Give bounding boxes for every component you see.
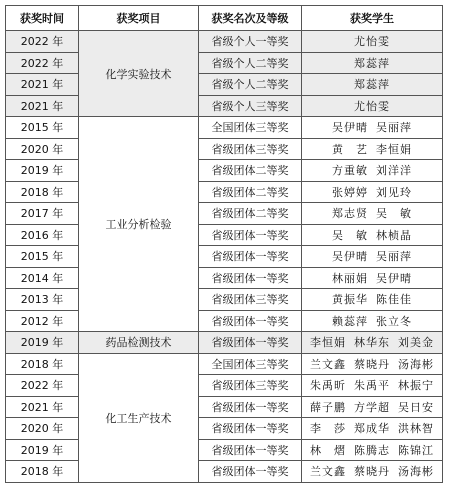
student-name: 方学超: [354, 400, 390, 414]
student-name: 林桢晶: [376, 228, 412, 242]
header-students: 获奖学生: [302, 6, 443, 31]
table-row: [6, 353, 443, 375]
student-name: 尤怡雯: [354, 99, 390, 113]
award-level: 省级团体三等奖: [199, 289, 302, 311]
student-name: 薛子鹏: [310, 400, 346, 414]
award-year: 2022 年: [6, 52, 79, 74]
table-row: [6, 31, 443, 53]
student-name: 汤海彬: [398, 465, 434, 479]
award-level: 省级团体一等奖: [199, 246, 302, 268]
table-row: [6, 138, 443, 160]
award-year: 2018 年: [6, 353, 79, 375]
award-year: 2016 年: [6, 224, 79, 246]
award-level: 省级个人二等奖: [199, 52, 302, 74]
header-row: [6, 6, 443, 31]
award-year: 2015 年: [6, 246, 79, 268]
student-name: 吴丽萍: [376, 121, 412, 135]
student-name: 张婷婷: [332, 185, 368, 199]
student-name: 刘见玲: [376, 185, 412, 199]
student-name: 林丽娟: [332, 271, 368, 285]
student-name: 陈腾志: [354, 443, 390, 457]
award-year: 2018 年: [6, 461, 79, 483]
award-year: 2021 年: [6, 396, 79, 418]
student-name: 李 莎: [310, 422, 346, 436]
student-name: 黄 艺: [332, 142, 368, 156]
student-name: 李恒娟: [310, 336, 346, 350]
student-name: 郑志贤: [332, 207, 368, 221]
student-name: 林振宁: [398, 379, 434, 393]
student-name: 郑蕊萍: [354, 78, 390, 92]
award-project: 药品检测技术: [79, 332, 199, 354]
table-row: [6, 95, 443, 117]
student-name: 尤怡雯: [354, 35, 390, 49]
student-name: 李恒娟: [376, 142, 412, 156]
table-row: [6, 181, 443, 203]
table-row: [6, 117, 443, 139]
table-row: [6, 267, 443, 289]
student-name: 赖蕊萍: [332, 314, 368, 328]
student-name: 吴伊晴: [332, 250, 368, 264]
award-level: 省级团体二等奖: [199, 181, 302, 203]
table-row: [6, 375, 443, 397]
table-row: [6, 160, 443, 182]
table-row: [6, 310, 443, 332]
student-name: 方重敏: [332, 164, 368, 178]
award-year: 2022 年: [6, 375, 79, 397]
award-students: [302, 138, 443, 160]
student-name: 林 熠: [310, 443, 346, 457]
student-name: 兰文鑫: [310, 465, 346, 479]
student-name: 黄振华: [332, 293, 368, 307]
award-year: 2019 年: [6, 160, 79, 182]
student-name: 蔡晓丹: [354, 357, 390, 371]
award-students: [302, 353, 443, 375]
table-row: [6, 246, 443, 268]
table-row: [6, 332, 443, 354]
award-level: 全国团体三等奖: [199, 353, 302, 375]
award-students: [302, 289, 443, 311]
award-year: 2018 年: [6, 181, 79, 203]
header-project: 获奖项目: [79, 6, 199, 31]
student-name: 汤海彬: [398, 357, 434, 371]
student-name: 刘洋洋: [376, 164, 412, 178]
award-students: [302, 181, 443, 203]
student-name: 张立冬: [376, 314, 412, 328]
student-name: 郑蕊萍: [354, 56, 390, 70]
table-row: [6, 52, 443, 74]
student-name: 兰文鑫: [310, 357, 346, 371]
student-name: 吴日安: [398, 400, 434, 414]
award-students: [302, 332, 443, 354]
award-year: 2015 年: [6, 117, 79, 139]
award-level: 省级个人一等奖: [199, 31, 302, 53]
award-year: 2019 年: [6, 332, 79, 354]
award-level: 省级团体三等奖: [199, 375, 302, 397]
award-year: 2017 年: [6, 203, 79, 225]
award-students: [302, 375, 443, 397]
student-name: 吴伊晴: [376, 271, 412, 285]
award-year: 2020 年: [6, 418, 79, 440]
student-name: 吴丽萍: [376, 250, 412, 264]
award-students: [302, 267, 443, 289]
awards-body: [6, 31, 443, 483]
award-level: 省级个人三等奖: [199, 95, 302, 117]
award-project: 工业分析检验: [79, 117, 199, 332]
award-students: [302, 310, 443, 332]
table-row: [6, 224, 443, 246]
award-students: [302, 224, 443, 246]
award-students: [302, 418, 443, 440]
award-students: [302, 203, 443, 225]
award-year: 2014 年: [6, 267, 79, 289]
student-name: 陈锦江: [398, 443, 434, 457]
award-level: 省级团体一等奖: [199, 439, 302, 461]
award-level: 省级团体三等奖: [199, 138, 302, 160]
student-name: 吴 敏: [332, 228, 368, 242]
award-year: 2012 年: [6, 310, 79, 332]
student-name: 刘美金: [398, 336, 434, 350]
award-students: [302, 461, 443, 483]
award-year: 2019 年: [6, 439, 79, 461]
award-level: 省级团体一等奖: [199, 461, 302, 483]
award-year: 2013 年: [6, 289, 79, 311]
table-row: [6, 74, 443, 96]
student-name: 蔡晓丹: [354, 465, 390, 479]
student-name: 吴 敏: [376, 207, 412, 221]
award-students: [302, 95, 443, 117]
student-name: 陈佳佳: [376, 293, 412, 307]
award-students: [302, 396, 443, 418]
table-row: [6, 418, 443, 440]
award-level: 省级团体二等奖: [199, 203, 302, 225]
student-name: 朱禹昕: [310, 379, 346, 393]
student-name: 郑成华: [354, 422, 390, 436]
award-level: 省级团体一等奖: [199, 332, 302, 354]
award-students: [302, 439, 443, 461]
award-year: 2022 年: [6, 31, 79, 53]
award-level: 省级团体一等奖: [199, 310, 302, 332]
award-project: 化工生产技术: [79, 353, 199, 482]
student-name: 林华东: [354, 336, 390, 350]
award-students: [302, 160, 443, 182]
award-students: [302, 74, 443, 96]
awards-table: [5, 5, 443, 483]
table-row: [6, 203, 443, 225]
student-name: 洪林智: [398, 422, 434, 436]
award-level: 省级团体二等奖: [199, 160, 302, 182]
table-row: [6, 396, 443, 418]
award-students: [302, 117, 443, 139]
award-students: [302, 52, 443, 74]
award-year: 2021 年: [6, 95, 79, 117]
award-level: 省级团体一等奖: [199, 418, 302, 440]
table-row: [6, 289, 443, 311]
award-students: [302, 31, 443, 53]
award-project: 化学实验技术: [79, 31, 199, 117]
award-students: [302, 246, 443, 268]
student-name: 吴伊晴: [332, 121, 368, 135]
student-name: 朱禹平: [354, 379, 390, 393]
table-row: [6, 439, 443, 461]
header-level: 获奖名次及等级: [199, 6, 302, 31]
award-level: 省级团体一等奖: [199, 267, 302, 289]
award-level: 省级团体一等奖: [199, 396, 302, 418]
award-level: 省级个人二等奖: [199, 74, 302, 96]
award-level: 省级团体一等奖: [199, 224, 302, 246]
award-level: 全国团体三等奖: [199, 117, 302, 139]
table-row: [6, 461, 443, 483]
award-year: 2020 年: [6, 138, 79, 160]
header-time: 获奖时间: [6, 6, 79, 31]
award-year: 2021 年: [6, 74, 79, 96]
